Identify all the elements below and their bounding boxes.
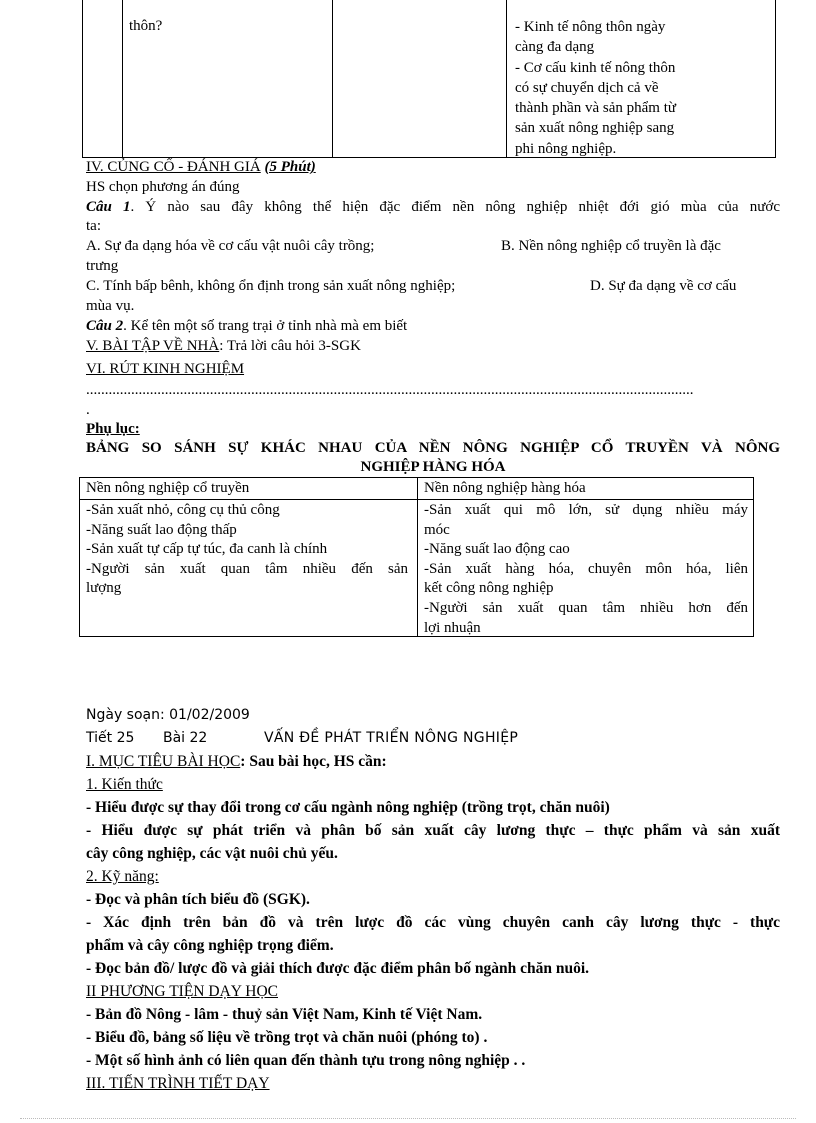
skill-item: - Đọc bản đồ/ lược đồ và giải thích được đặc điểm phân bố ngành chăn nuôi. <box>86 960 590 977</box>
section-4-time: (5 Phút) <box>264 159 316 175</box>
appendix-title: BẢNG SO SÁNH SỰ KHÁC NHAU CỦA NỀN NÔNG NGHIỆP CỔ TRUYỀN VÀ NÔNG <box>86 440 780 456</box>
cell-line: lợi nhuận <box>424 619 481 636</box>
question-1-text-cont: ta: <box>86 218 101 234</box>
table-col-divider <box>332 0 333 158</box>
col-header-commodity: Nền nông nghiệp hàng hóa <box>424 480 586 496</box>
objectives-title: I. MỤC TIÊU BÀI HỌC <box>86 753 241 770</box>
means-heading: II PHƯƠNG TIỆN DẠY HỌC <box>86 983 278 1000</box>
cell-line: -Người sản xuất quan tâm nhiều đến sản <box>86 560 408 577</box>
cell-line: lượng <box>86 580 122 597</box>
comparison-table <box>79 477 754 637</box>
knowledge-heading: 1. Kiến thức <box>86 776 163 793</box>
section-6-title: VI. RÚT KINH NGHIỆM <box>86 361 245 377</box>
section-5-text: : Trả lời câu hỏi 3-SGK <box>219 338 361 354</box>
option-d: D. Sự đa dạng về cơ cấu <box>590 278 737 294</box>
skills-heading: 2. Kỹ năng: <box>86 868 159 885</box>
section-5-title: V. BÀI TẬP VỀ NHÀ <box>86 338 220 354</box>
cell-line: -Năng suất lao động thấp <box>86 521 237 538</box>
table-border-left <box>82 0 83 158</box>
appendix-title-cont: NGHIỆP HÀNG HÓA <box>360 459 506 475</box>
cell-line: -Năng suất lao động cao <box>424 541 570 558</box>
skill-item-cont: phẩm và cây công nghiệp trọng điểm. <box>86 937 334 954</box>
answer-line: - Kinh tế nông thôn ngày <box>515 19 666 35</box>
question-1-line <box>86 198 780 217</box>
means-item: - Một số hình ảnh có liên quan đến thành tựu trong nông nghiệp . . <box>86 1052 526 1069</box>
section-4-heading <box>86 158 316 177</box>
cell-commodity <box>424 501 748 638</box>
table-row-divider <box>80 499 753 500</box>
lesson-number: Bài 22 <box>163 730 208 746</box>
question-2-line <box>86 317 407 336</box>
option-a: A. Sự đa dạng hóa về cơ cấu vật nuôi cây trồng; <box>86 238 375 254</box>
option-d-cont: mùa vụ. <box>86 298 135 314</box>
dotted-fill-line: .................................................................................................................................................................. <box>86 382 694 398</box>
table-cell-question: thôn? <box>129 18 163 34</box>
means-item: - Biểu đồ, bảng số liệu về trồng trọt và chăn nuôi (phóng to) . <box>86 1029 488 1046</box>
cell-line: -Sản xuất nhỏ, công cụ thủ công <box>86 502 280 518</box>
answer-line: phi nông nghiệp. <box>515 140 617 157</box>
option-b: B. Nền nông nghiệp cổ truyền là đặc <box>501 238 721 254</box>
cell-line: -Sản xuất tự cấp tự túc, đa canh là chính <box>86 541 328 558</box>
objectives-heading <box>86 752 387 771</box>
cell-line: kết công nông nghiệp <box>424 580 554 597</box>
skill-item: - Đọc và phân tích biểu đồ (SGK). <box>86 891 310 908</box>
cell-line: -Sản xuất qui mô lớn, sử dụng nhiều máy <box>424 502 748 518</box>
appendix-label: Phụ lục: <box>86 421 140 437</box>
table-col-divider <box>417 478 418 636</box>
continued-table <box>82 0 776 158</box>
question-1-text: . Ý nào sau đây không thể hiện đặc điểm nền nông nghiệp nhiệt đới gió mùa của nước <box>130 199 780 215</box>
table-col-divider <box>122 0 123 158</box>
knowledge-item: - Hiểu được sự thay đổi trong cơ cấu ngành nông nghiệp (trồng trọt, chăn nuôi) <box>86 799 610 816</box>
prepared-date: Ngày soạn: 01/02/2009 <box>86 707 250 723</box>
option-b-cont: trưng <box>86 258 119 274</box>
page-edge-divider <box>20 1118 796 1119</box>
process-heading: III. TIẾN TRÌNH TIẾT DẠY <box>86 1075 270 1092</box>
period-number: Tiết 25 <box>86 730 135 746</box>
question-2-text: . Kể tên một số trang trại ở tỉnh nhà mà em biết <box>123 318 408 334</box>
lesson-title: VẤN ĐỀ PHÁT TRIỂN NÔNG NGHIỆP <box>264 730 519 746</box>
col-header-traditional: Nền nông nghiệp cổ truyền <box>86 480 250 496</box>
answer-line: - Cơ cấu kinh tế nông thôn <box>515 59 676 76</box>
objectives-text: : Sau bài học, HS cần: <box>240 753 387 770</box>
cell-line: móc <box>424 521 450 538</box>
hs-instruction: HS chọn phương án đúng <box>86 179 240 195</box>
table-border-right <box>775 0 776 158</box>
option-c: C. Tính bấp bênh, không ổn định trong sản xuất nông nghiệp; <box>86 278 456 294</box>
skill-item: - Xác định trên bản đồ và trên lược đồ các vùng chuyên canh cây lương thực - thực <box>86 914 780 931</box>
cell-line: -Người sản xuất quan tâm nhiều hơn đến <box>424 599 748 616</box>
answer-line: sản xuất nông nghiệp sang <box>515 120 675 137</box>
knowledge-item-cont: cây công nghiệp, các vật nuôi chủ yếu. <box>86 845 338 862</box>
table-cell-answer <box>515 17 735 159</box>
means-item: - Bản đồ Nông - lâm - thuỷ sản Việt Nam, Kinh tế Việt Nam. <box>86 1006 483 1023</box>
answer-line: càng đa dạng <box>515 39 595 56</box>
answer-line: có sự chuyển dịch cả về <box>515 79 659 96</box>
dotted-fill-end: . <box>86 402 90 418</box>
section-5-heading <box>86 337 361 356</box>
question-2-label: Câu 2 <box>86 318 124 334</box>
cell-traditional <box>86 501 408 599</box>
knowledge-item: - Hiểu được sự phát triển và phân bố sản xuất cây lương thực – thực phẩm và sản xuất <box>86 822 780 839</box>
table-col-divider <box>506 0 507 158</box>
question-1-label: Câu 1 <box>86 199 131 215</box>
cell-line: -Sản xuất hàng hóa, chuyên môn hóa, liên <box>424 560 748 577</box>
answer-line: thành phần và sản phẩm từ <box>515 100 677 117</box>
section-4-title: IV. CỦNG CỐ - ĐÁNH GIÁ <box>86 159 261 175</box>
